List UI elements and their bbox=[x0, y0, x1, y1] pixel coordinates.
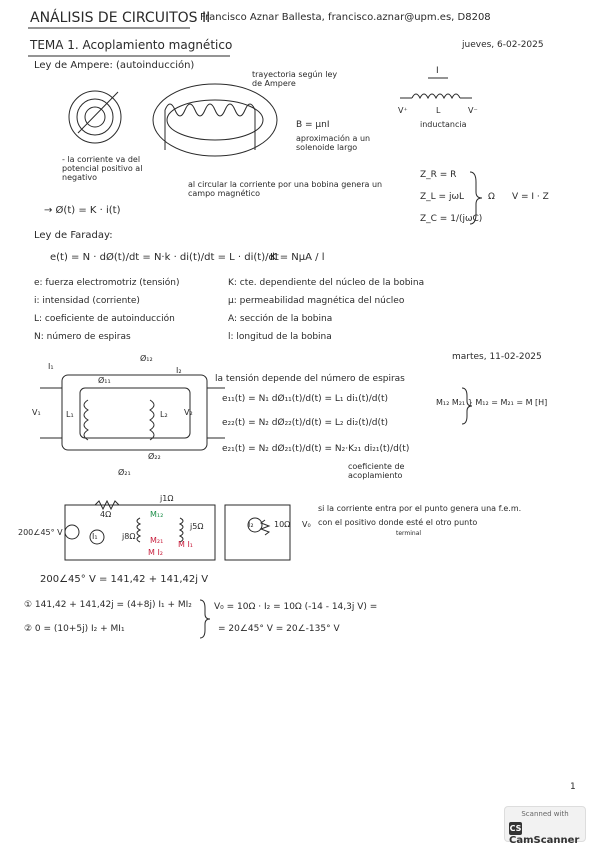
mutual-relation: M₁₂ M₂₁ } M₁₂ = M₂₁ = M [H] bbox=[436, 398, 548, 407]
inductor-symbol bbox=[400, 78, 472, 98]
inductor-current: I bbox=[436, 66, 439, 76]
circuit-r10: 10Ω bbox=[274, 520, 291, 529]
dot-convention-note: si la corriente entra por el punto genera una f.e.m. con el positivo donde esté el otro punto bbox=[318, 504, 522, 527]
def-right-3: l: longitud de la bobina bbox=[228, 332, 332, 342]
impedance-c: Z_C = 1/(jωC) bbox=[420, 214, 483, 224]
inductor-vplus: V⁺ bbox=[398, 106, 408, 115]
solenoid-sketch bbox=[153, 84, 277, 156]
course-title: ANÁLISIS DE CIRCUITOS II bbox=[30, 10, 211, 26]
circuit-m21: M₂₁ bbox=[150, 536, 164, 545]
faraday-formula: e(t) = N · dØ(t)/dt = N·k · di(t)/dt = L · di(t)/dt bbox=[50, 252, 279, 263]
circuit-j5: j5Ω bbox=[190, 522, 204, 531]
b-formula: B = μnI bbox=[296, 120, 330, 130]
circuit-mi2: M I₂ bbox=[148, 548, 164, 557]
camscanner-label: CamScanner bbox=[509, 835, 580, 846]
def-left-1: i: intensidad (corriente) bbox=[34, 296, 140, 306]
circuit-j1: j1Ω bbox=[160, 494, 174, 503]
tr-i2: I₂ bbox=[176, 366, 182, 375]
dot-convention-sub: terminal bbox=[396, 530, 422, 537]
circuit-i2: I₂ bbox=[248, 520, 254, 529]
circuit-vo: V₀ bbox=[302, 520, 311, 529]
k-formula: K = NμA / l bbox=[270, 252, 325, 263]
ampere-circle-sketch bbox=[69, 91, 121, 143]
tr-phi21: Ø₂₁ bbox=[118, 468, 131, 477]
source-phasor: 200∠45° V = 141,42 + 141,42j V bbox=[40, 574, 209, 585]
def-right-1: μ: permeabilidad magnética del núcleo bbox=[228, 296, 405, 306]
vo-equation-2: = 20∠45° V = 20∠-135° V bbox=[218, 624, 340, 634]
def-right-2: A: sección de la bobina bbox=[228, 314, 333, 324]
trajectory-label: trayectoria según ley de Ampere bbox=[252, 70, 338, 88]
circuit-m12: M₁₂ bbox=[150, 510, 164, 519]
camscanner-logo-icon: CS bbox=[509, 824, 522, 833]
ohm-law: V = I · Z bbox=[512, 192, 549, 202]
ampere-heading: Ley de Ampere: (autoinducción) bbox=[34, 60, 195, 71]
camscanner-badge bbox=[504, 806, 586, 846]
scanned-with-label: Scanned with bbox=[521, 810, 569, 818]
equation-e21: e₂₁(t) = N₂ dØ₂₁(t)/d(t) = N₂·K₂₁ di₂₁(t)/d(t) bbox=[222, 444, 410, 454]
equation-e11: e₁₁(t) = N₁ dØ₁₁(t)/d(t) = L₁ di₁(t)/d(t) bbox=[222, 394, 389, 404]
tr-i1: I₁ bbox=[48, 362, 54, 371]
coupling-label: coeficiente de acoplamiento bbox=[348, 462, 405, 480]
topic-title: TEMA 1. Acoplamiento magnético bbox=[30, 38, 233, 52]
impedance-r: Z_R = R bbox=[420, 170, 457, 180]
tr-phi22: Ø₂₂ bbox=[148, 452, 161, 461]
phi-formula: → Ø(t) = K · i(t) bbox=[44, 205, 121, 216]
equation-1: ① 141,42 + 141,42j = (4+8j) I₁ + MI₂ bbox=[24, 600, 192, 610]
tr-v2: V₂ bbox=[184, 408, 193, 417]
tr-l1: L₁ bbox=[66, 410, 74, 419]
solenoid-approx: aproximación a un solenoide largo bbox=[296, 134, 371, 152]
circuit-j8: j8Ω bbox=[122, 532, 136, 541]
date-1: jueves, 6-02-2025 bbox=[462, 40, 544, 50]
def-right-0: K: cte. dependiente del núcleo de la bobina bbox=[228, 278, 425, 288]
circuit-r1: 4Ω bbox=[100, 510, 112, 519]
page-number: 1 bbox=[570, 782, 576, 792]
tr-v1: V₁ bbox=[32, 408, 41, 417]
inductor-l: L bbox=[436, 106, 441, 115]
circuit-i1: I₁ bbox=[92, 532, 98, 541]
brace-equations bbox=[200, 600, 210, 638]
tr-phi12: Ø₁₂ bbox=[140, 354, 153, 363]
equation-e22: e₂₂(t) = N₂ dØ₂₂(t)/d(t) = L₂ di₂(t)/d(t) bbox=[222, 418, 389, 428]
coil-note: al circular la corriente por una bobina genera un campo magnético bbox=[188, 180, 383, 198]
faraday-heading: Ley de Faraday: bbox=[34, 230, 113, 241]
tr-phi11: Ø₁₁ bbox=[98, 376, 111, 385]
inductance-label: inductancia bbox=[420, 120, 467, 129]
tr-l2: L₂ bbox=[160, 410, 168, 419]
ohm-symbol: Ω bbox=[488, 192, 495, 202]
def-left-0: e: fuerza electromotriz (tensión) bbox=[34, 278, 180, 288]
circuit-sketch bbox=[65, 501, 290, 560]
circuit-source: 200∠45° V bbox=[18, 528, 63, 537]
equation-2: ② 0 = (10+5j) I₂ + MI₁ bbox=[24, 624, 125, 634]
def-left-3: N: número de espiras bbox=[34, 332, 131, 342]
vo-equation-1: V₀ = 10Ω · I₂ = 10Ω (-14 - 14,3j V) = bbox=[214, 602, 378, 612]
current-note: - la corriente va del potencial positivo al negativo bbox=[62, 155, 143, 182]
circuit-mi1: M I₁ bbox=[178, 540, 194, 549]
author-line: Francisco Aznar Ballesta, francisco.aznar@upm.es, D8208 bbox=[200, 12, 491, 23]
def-left-2: L: coeficiente de autoinducción bbox=[34, 314, 175, 324]
transformer-note: la tensión depende del número de espiras bbox=[215, 374, 405, 384]
date-2: martes, 11-02-2025 bbox=[452, 352, 542, 362]
impedance-l: Z_L = jωL bbox=[420, 192, 464, 202]
camscanner-label-wrap bbox=[509, 822, 585, 846]
inductor-vminus: V⁻ bbox=[468, 106, 478, 115]
